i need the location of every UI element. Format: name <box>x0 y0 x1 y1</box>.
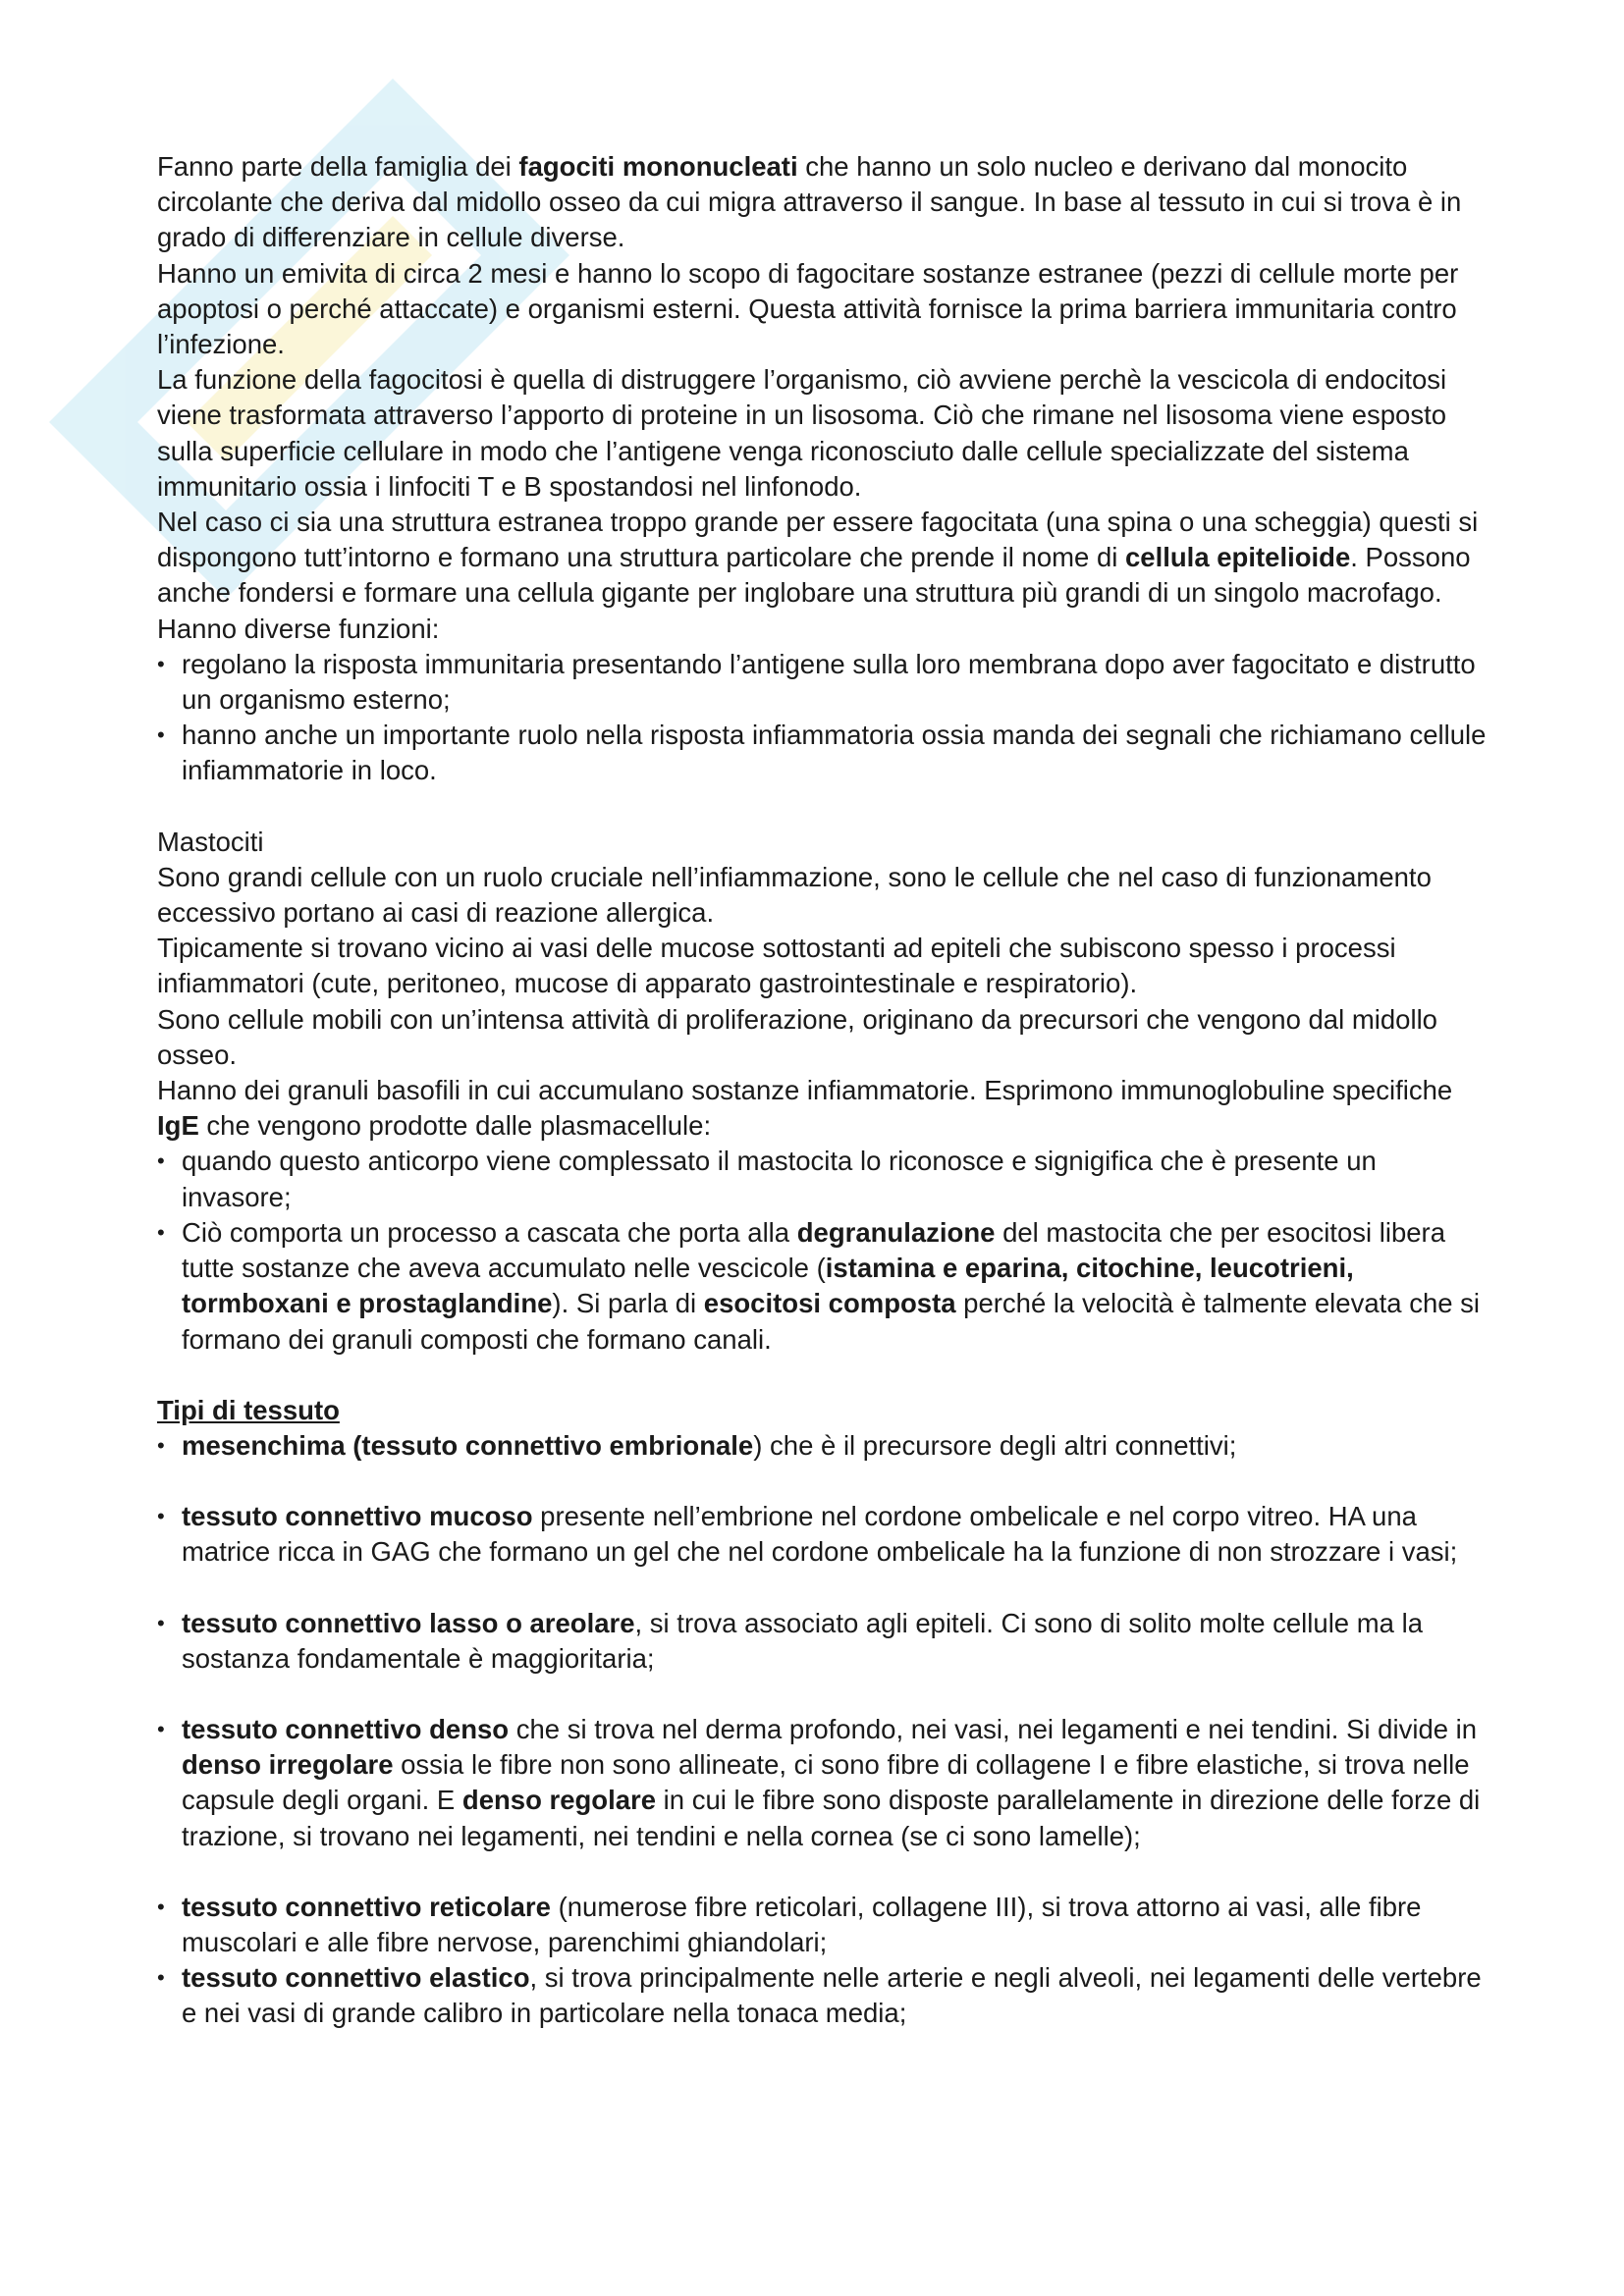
list-item-reticolare <box>157 1890 1492 1960</box>
macrofagi-paragraph-1 <box>157 149 1492 256</box>
bold-term: tessuto connettivo mucoso <box>182 1501 533 1532</box>
list-item-elastico <box>157 1960 1492 2031</box>
mastociti-heading: Mastociti <box>157 826 264 857</box>
mastociti-paragraph-1: Sono grandi cellule con un ruolo cruciale nell’infiammazione, sono le cellule che nel caso di funzionamento eccessivo portano ai casi di reazione allergica. <box>157 861 1432 929</box>
list-item-denso <box>157 1712 1492 1854</box>
mastociti-paragraph-2: Tipicamente si trovano vicino ai vasi delle mucose sottostanti ad epiteli che subiscono spesso i processi infiammatori (cute, peritoneo, mucose di apparato gastrointestinale e respiratorio). <box>157 933 1396 999</box>
list-item: • hanno anche un importante ruolo nella risposta infiammatoria ossia manda dei segnali che richiamano cellule infiammatorie in loco. <box>157 718 1492 788</box>
tessuti-list-1 <box>157 1428 1492 1464</box>
bold-term: tessuto connettivo elastico <box>182 1962 530 1994</box>
text: Nel caso ci sia una struttura estranea troppo grande per essere fagocitata (una spina o una scheggia) questi si dispongono tutt’intorno e formano una struttura particolare che prende il nome di <box>157 507 1479 573</box>
mastociti-paragraph-4 <box>157 1073 1492 1144</box>
text: che vengono prodotte dalle plasmacellule: <box>198 1110 712 1142</box>
text: ) che è il precursore degli altri connettivi; <box>753 1429 1237 1461</box>
macrofagi-paragraph-5: Hanno diverse funzioni: <box>157 613 440 644</box>
tessuti-list-5 <box>157 1890 1492 2032</box>
list-item <box>157 1215 1492 1358</box>
list-item: • regolano la risposta immunitaria presentando l’antigene sulla loro membrana dopo aver fagocitato e distrutto un organismo esterno; <box>157 647 1492 718</box>
bold-term: esocitosi composta <box>703 1288 956 1319</box>
text: , si trova principalmente nelle arterie e negli alveoli, nei legamenti delle vertebre e nei vasi di grande calibro in particolare nella tonaca media; <box>182 1962 1482 2029</box>
text: ossia le fibre non sono allineate, ci sono fibre di collagene I e fibre elastiche, si trova nelle capsule degli organi. E <box>182 1749 1470 1816</box>
text: perché la velocità è talmente elevata che si formano dei granuli composti che formano canali. <box>182 1288 1481 1355</box>
text: del mastocita che per esocitosi libera tutte sostanze che aveva accumulato nelle vescicole ( <box>182 1216 1445 1284</box>
text: Hanno dei granuli basofili in cui accumulano sostanze infiammatorie. Esprimono immunoglobuline specifiche <box>157 1075 1453 1106</box>
list-item-mesenchima <box>157 1428 1492 1464</box>
text: ). Si parla di <box>552 1288 704 1319</box>
bold-term: denso regolare <box>461 1785 657 1816</box>
bold-term: degranulazione <box>796 1216 996 1248</box>
tipi-tessuto-heading: Tipi di tessuto <box>157 1394 340 1425</box>
bold-term: tessuto connettivo reticolare <box>182 1891 551 1922</box>
bold-term: cellula epitelioide <box>1125 542 1351 573</box>
text: che hanno un solo nucleo e derivano dal monocito circolante che deriva dal midollo osseo da cui migra attraverso il sangue. In base al tessuto in cui si trova è in grado di differenziare in cellule diverse. <box>157 151 1462 253</box>
tessuti-list-3 <box>157 1606 1492 1677</box>
bold-term: denso irregolare <box>182 1749 394 1781</box>
bold-term: tessuto connettivo denso <box>182 1713 510 1744</box>
bold-term: fagociti mononucleati <box>518 151 798 182</box>
text: in cui le fibre sono disposte parallelamente in direzione delle forze di trazione, si trovano nei legamenti, nei tendini e nella cornea (se ci sono lamelle); <box>182 1785 1481 1851</box>
text: , si trova associato agli epiteli. Ci sono di solito molte cellule ma la sostanza fondamentale è maggioritaria; <box>182 1607 1423 1674</box>
macrofagi-functions-list <box>157 647 1492 789</box>
bold-term: mesenchima (tessuto connettivo embrionale <box>182 1429 754 1461</box>
macrofagi-paragraph-2: Hanno un emivita di circa 2 mesi e hanno lo scopo di fagocitare sostanze estranee (pezzi di cellule morte per apoptosi o perché attaccate) e organismi esterni. Questa attività fornisce la prima barriera immunitaria contro l’infezione. <box>157 257 1459 360</box>
list-item-lasso <box>157 1606 1492 1677</box>
tessuti-list-4 <box>157 1712 1492 1854</box>
mastociti-paragraph-3: Sono cellule mobili con un’intensa attività di proliferazione, originano da precursori che vengono dal midollo osseo. <box>157 1003 1437 1070</box>
document-page <box>157 149 1492 2032</box>
list-item: • quando questo anticorpo viene complessato il mastocita lo riconosce e signigifica che è presente un invasore; <box>157 1144 1492 1214</box>
text: Ciò comporta un processo a cascata che porta alla <box>182 1216 797 1248</box>
list-item-mucoso <box>157 1499 1492 1570</box>
mastociti-list <box>157 1144 1492 1357</box>
text: Fanno parte della famiglia dei <box>157 151 519 182</box>
macrofagi-paragraph-3: La funzione della fagocitosi è quella di distruggere l’organismo, ciò avviene perchè la vescicola di endocitosi viene trasformata attraverso l’apporto di proteine in un lisosoma. Ciò che rimane nel lisosoma viene esposto sulla superficie cellulare in modo che l’antigene venga riconosciuto dalle cellule specializzate del sistema immunitario ossia i linfociti T e B spostandosi nel linfonodo. <box>157 364 1447 502</box>
bold-term: tessuto connettivo lasso o areolare <box>182 1607 635 1638</box>
text: presente nell’embrione nel cordone ombelicale e nel corpo vitreo. HA una matrice ricca in GAG che formano un gel che nel cordone ombelicale ha la funzione di non strozzare i vasi; <box>182 1501 1458 1568</box>
bold-term: IgE <box>157 1110 199 1142</box>
text: che si trova nel derma profondo, nei vasi, nei legamenti e nei tendini. Si divide in <box>509 1713 1478 1744</box>
bold-term: istamina e eparina, citochine, leucotrieni, tormboxani e prostaglandine <box>182 1253 1354 1319</box>
tessuti-list-2 <box>157 1499 1492 1570</box>
macrofagi-paragraph-4 <box>157 505 1492 612</box>
text: . Possono anche fondersi e formare una cellula gigante per inglobare una struttura più grandi di un singolo macrofago. <box>157 542 1471 609</box>
text: (numerose fibre reticolari, collagene III), si trova attorno ai vasi, alle fibre muscolari e alle fibre nervose, parenchimi ghiandolari; <box>182 1891 1422 1957</box>
